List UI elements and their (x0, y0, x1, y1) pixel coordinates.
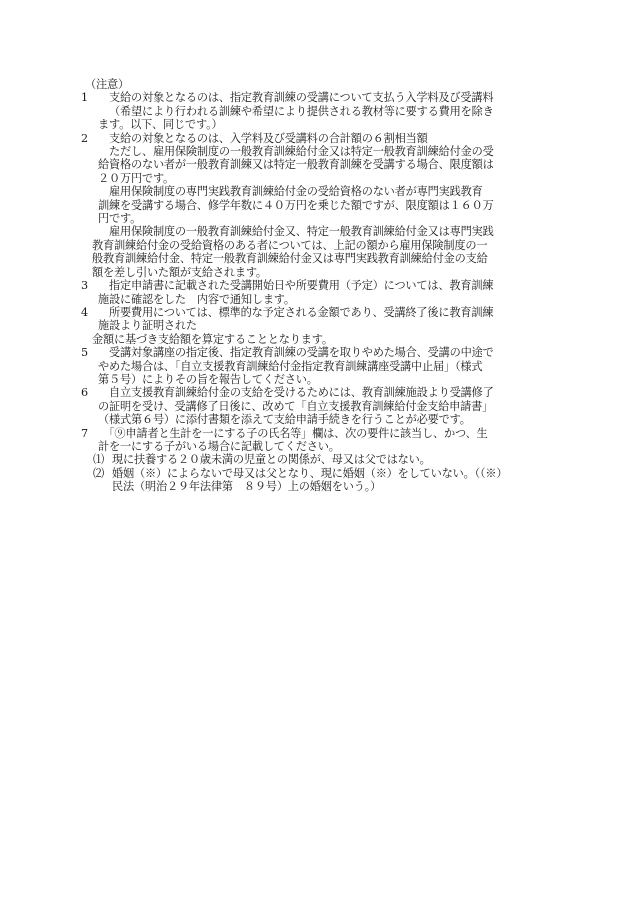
note-line: 金額に基づき支給額を算定することとなります。 (92, 332, 333, 346)
note-item-6 (81, 386, 601, 426)
note-line: 施設に確認をした 内容で通知します。 (98, 292, 295, 306)
note-line: ２０万円です。 (98, 171, 175, 185)
note-line: 自立支援教育訓練給付金の支給を受けるためには、教育訓練施設より受講修了 (98, 386, 494, 400)
note-number: 4 (81, 305, 88, 319)
note-line: 受講対象講座の指定後、指定教育訓練の受講を取りやめた場合、受講の中途で (98, 346, 494, 360)
note-item-7 (81, 427, 601, 454)
note-item-3 (81, 279, 601, 306)
note-line: 支給の対象となるのは、指定教育訓練の受講について支払う入学料及び受講料 (98, 91, 494, 105)
note-number: 5 (81, 346, 88, 360)
note-line: 指定申請書に記載された受講開始日や所要費用（予定）については、教育訓練 (98, 279, 494, 293)
note-number: 2 (81, 131, 88, 145)
notes-heading: （注意） (85, 78, 129, 91)
note-number: 6 (81, 386, 88, 400)
note-line: 雇用保険制度の一般教育訓練給付金又、特定一般教育訓練給付金又は専門実践 (98, 225, 494, 239)
note-line: 円です。 (98, 212, 142, 226)
note-line: やめた場合は、「自立支援教育訓練給付金指定教育訓練講座受講中止届」（様式 (98, 359, 483, 373)
note-item-1 (81, 91, 601, 131)
note-line: 施設より証明された (98, 319, 197, 333)
note-subitem-1 (81, 453, 601, 466)
note-number: 3 (81, 279, 88, 293)
note-line: （希望により行われる訓練や希望により提供される教材等に要する費用を除き (109, 104, 494, 118)
note-line: 額を差し引いた額が支給されます。 (92, 265, 267, 279)
note-line: 給資格のない者が一般教育訓練又は特定一般教育訓練を受講する場合、限度額は (98, 158, 494, 172)
note-number: 7 (81, 426, 88, 440)
note-line: ます。以下、同じです。） (98, 118, 223, 132)
note-line: 現に扶養する２０歳未満の児童との関係が、母又は父ではない。 (112, 453, 431, 467)
note-item-4 (81, 306, 601, 346)
note-line: 般教育訓練給付金、特定一般教育訓練給付金又は専門実践教育訓練給付金の支給 (92, 252, 488, 266)
note-line: 「⑨申請者と生計を一にする子の氏名等」欄は、次の要件に該当し、かつ、生 (98, 426, 488, 440)
note-item-2 (81, 132, 601, 279)
note-line: 所要費用については、標準的な予定される金額であり、受講終了後に教育訓練 (98, 305, 494, 319)
note-line: 民法（明治２９年法律第 ８９号）上の婚姻をいう。） (112, 480, 382, 494)
note-subitem-2 (81, 467, 601, 494)
note-line: の証明を受け、受講修了日後に、改めて「自立支援教育訓練給付金支給申請書」 (98, 399, 494, 413)
note-number: 1 (81, 91, 88, 105)
note-item-5 (81, 346, 601, 386)
note-line: 訓練を受講する場合、修学年数に４０万円を乗じた額ですが、限度額は１６０万 (98, 198, 494, 212)
note-line: 第５号）によりその旨を報告してください。 (98, 372, 318, 386)
note-line: 計を一にする子がいる場合に記載してください。 (98, 439, 340, 453)
note-line: 婚姻（※）によらないで母又は父となり、現に婚姻（※）をしていない。（（※） (112, 466, 508, 480)
note-line: 支給の対象となるのは、入学料及び受講料の合計額の６割相当額 (98, 131, 428, 145)
note-line: ただし、雇用保険制度の一般教育訓練給付金又は特定一般教育訓練給付金の受 (98, 145, 494, 159)
subitem-number: ⑵ (93, 466, 104, 480)
notes-document (81, 78, 601, 494)
note-line: 雇用保険制度の専門実践教育訓練給付金の受給資格のない者が専門実践教育 (98, 185, 483, 199)
note-line: （様式第６号）に添付書類を添えて支給申請手続きを行うことが必要です。 (98, 413, 471, 427)
note-line: 教育訓練給付金の受給資格のある者については、上記の額から雇用保険制度の一 (92, 238, 488, 252)
subitem-number: ⑴ (93, 453, 104, 467)
